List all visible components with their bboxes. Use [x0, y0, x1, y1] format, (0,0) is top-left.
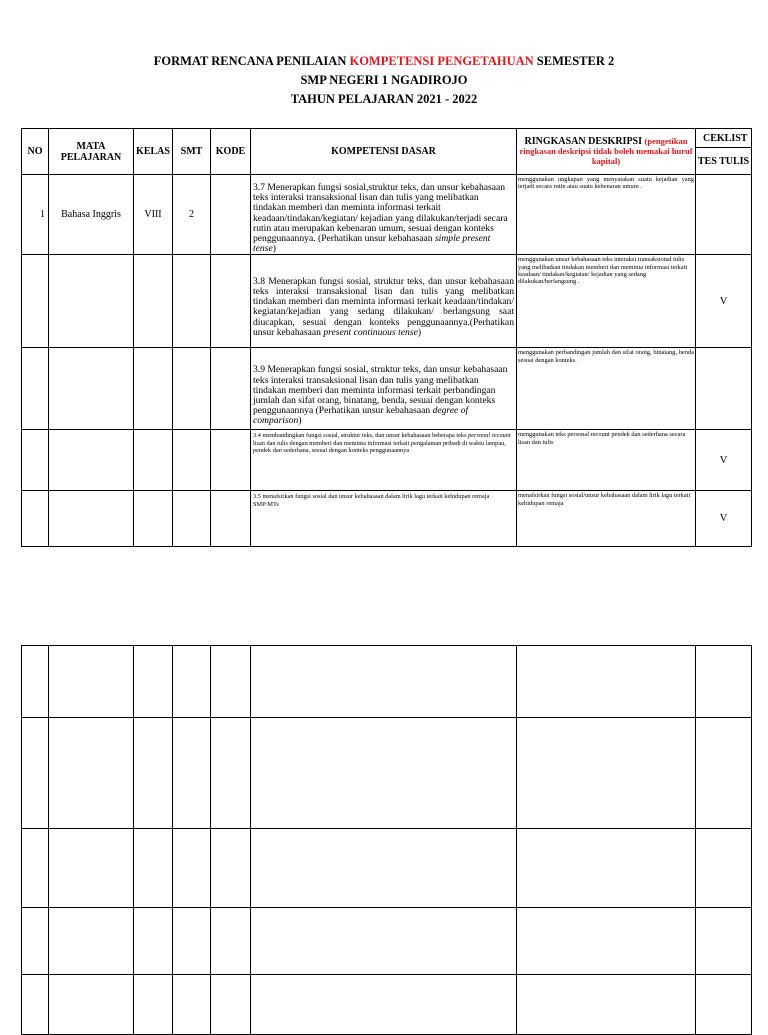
row-ringkasan: menggunakan teks personal recount pendek dan sederhana secara lisan dan tulis	[517, 430, 696, 491]
row-kompetensi-dasar	[251, 491, 517, 547]
kd-tail: lisan dan tulis dengan memberi dan meminta informasi terkait pengalaman pribadi di waktu lampau, pendek dan sederhana, sesuai dengan konteks penggunaannya	[253, 439, 506, 455]
header-tes-tulis: TES TULIS	[696, 148, 752, 175]
row-check: V	[696, 255, 752, 348]
kd-italic: degree of comparison	[253, 405, 469, 427]
row-smt	[173, 430, 211, 491]
blank-cell	[696, 908, 752, 975]
row-mapel	[49, 255, 134, 348]
blank-cell	[173, 908, 211, 975]
title-line-1	[0, 52, 768, 71]
blank-cell	[517, 975, 696, 1035]
blank-cell	[211, 718, 251, 829]
kd-text: 3.9 Menerapkan fungsi sosial, struktur teks, dan unsur kebahasaan teks interaksi transaksional lisan dan tulis yang melibatkan tindakan memberi dan meminta informasi terkait perbandingan jumlah dan sifat orang, binatang, benda, sesuai dengan konteks penggunaannya (Perhatikan unsur kebahasaan	[253, 364, 508, 417]
row-no	[22, 348, 49, 430]
blank-cell	[173, 975, 211, 1035]
table-row	[22, 255, 752, 348]
row-no	[22, 491, 49, 547]
row-kelas	[134, 348, 173, 430]
row-check: V	[696, 430, 752, 491]
blank-cell	[211, 975, 251, 1035]
document-title	[0, 52, 768, 109]
kd-italic: personal recount	[468, 432, 511, 440]
row-kode	[211, 348, 251, 430]
blank-cell	[251, 646, 517, 718]
blank-cell	[173, 718, 211, 829]
kd-tail: )	[298, 415, 302, 427]
row-kode	[211, 430, 251, 491]
blank-cell	[49, 718, 134, 829]
blank-cell	[49, 829, 134, 908]
row-ringkasan: menggunakan ungkapan yang menyatakan suatu kejadian yang terjadi secara rutin atau suatu kebenaran umum .	[517, 175, 696, 255]
blank-cell	[22, 829, 49, 908]
blank-cell	[134, 718, 173, 829]
row-kelas	[134, 491, 173, 547]
row-mapel	[49, 348, 134, 430]
kd-text: 3.4 membandingkan fungsi sosial, struktur teks, dan unsur kebahasaan beberapa teks	[253, 432, 469, 440]
row-ringkasan: menafsirkan fungsi sosial/unsur kebahasaan dalam lirik lagu terkait kehidupan remaja	[517, 491, 696, 547]
blank-cell	[251, 975, 517, 1035]
header-ceklist: CEKLIST	[696, 129, 752, 148]
blank-row	[22, 718, 752, 829]
row-no: 1	[22, 175, 49, 255]
row-mapel: Bahasa Inggris	[49, 175, 134, 255]
row-smt: 2	[173, 175, 211, 255]
title-line-2: SMP NEGERI 1 NGADIROJO	[300, 73, 468, 87]
title-line-3: TAHUN PELAJARAN 2021 - 2022	[290, 92, 478, 106]
kd-tail: )	[417, 326, 422, 338]
header-ringkasan-label: RINGKASAN DESKRIPSI	[524, 135, 643, 147]
header-smt: SMT	[173, 129, 211, 175]
blank-cell	[22, 718, 49, 829]
kd-tail: )	[272, 243, 276, 255]
blank-cell	[211, 646, 251, 718]
row-smt	[173, 255, 211, 348]
blank-row	[22, 908, 752, 975]
blank-cell	[134, 829, 173, 908]
kd-text: 3.8 Menerapkan fungsi sosial, struktur teks, dan unsur kebahasaan teks interaksi transaksional lisan dan tulis yang melibatkan tindakan memberi dan meminta informasi terkait keadaan/tindakan/ kegiatan/kejadian yang sedang dilakukan/ berlangsung saat diucapkan, sesuai dengan konteks penggunaannya.(Perhatikan unsur kebahasaan	[253, 275, 514, 338]
table-row	[22, 430, 752, 491]
row-kompetensi-dasar	[251, 255, 517, 348]
table-row	[22, 491, 752, 547]
kd-text: 3.7 Menerapkan fungsi sosial,struktur teks, dan unsur kebahasaan teks interaksi transaksional lisan dan tulis yang melibatkan tindakan memberi dan meminta informasi terkait keadaan/tindakan/kegiatan/ kejadian yang dilakukan/terjadi secara rutin atau merupakan kebenaran umum, sesuai dengan konteks penggunaannya. (Perhatikan unsur kebahasaan	[253, 182, 508, 245]
table-row	[22, 175, 752, 255]
header-kompetensi-dasar: KOMPETENSI DASAR	[251, 129, 517, 175]
row-ringkasan: menggunakan perbandingan jumlah dan sifat orang, binatang, benda sesuai dengan konteks.	[517, 348, 696, 430]
row-kompetensi-dasar	[251, 348, 517, 430]
row-no	[22, 430, 49, 491]
assessment-plan-table	[21, 128, 752, 547]
blank-cell	[49, 646, 134, 718]
blank-cell	[696, 829, 752, 908]
row-kode	[211, 491, 251, 547]
row-ringkasan: menggunakan unsur kebahasaan teks interaksi transaksional tulis yang melibatkan tindakan memberi dan meminta informasi terkait keadaan/ tindakan/kegiatan/ kejadian yang sedang dilakukan/berlangsung .	[517, 255, 696, 348]
header-kelas: KELAS	[134, 129, 173, 175]
row-kelas	[134, 430, 173, 491]
row-check	[696, 175, 752, 255]
row-check	[696, 348, 752, 430]
kd-text: 3.5 menafsirkan fungsi sosial dan unsur kebahasaan dalam lirik lagu terkait kehidupan remaja SMP/MTs	[253, 493, 490, 508]
blank-row	[22, 646, 752, 718]
blank-cell	[49, 975, 134, 1035]
table-row	[22, 348, 752, 430]
row-smt	[173, 348, 211, 430]
blank-cell	[173, 646, 211, 718]
blank-cell	[696, 718, 752, 829]
blank-row	[22, 975, 752, 1035]
title-prefix: FORMAT RENCANA PENILAIAN	[153, 54, 350, 68]
blank-cell	[517, 718, 696, 829]
title-suffix: SEMESTER 2	[533, 54, 615, 68]
header-ringkasan	[517, 129, 696, 175]
blank-cell	[211, 908, 251, 975]
blank-cell	[22, 646, 49, 718]
row-kode	[211, 175, 251, 255]
title-highlight: KOMPETENSI PENGETAHUAN	[349, 54, 534, 68]
row-no	[22, 255, 49, 348]
blank-cell	[517, 829, 696, 908]
blank-cell	[517, 646, 696, 718]
blank-cell	[134, 908, 173, 975]
header-ringkasan-note: (pengetikan ringkasan deskripsi tidak boleh memakai huruf kapital)	[519, 135, 693, 166]
blank-cell	[134, 975, 173, 1035]
row-kompetensi-dasar	[251, 430, 517, 491]
row-check: V	[696, 491, 752, 547]
blank-grid-table	[21, 645, 752, 1035]
row-mapel	[49, 430, 134, 491]
header-no: NO	[22, 129, 49, 175]
row-kelas	[134, 255, 173, 348]
blank-cell	[696, 646, 752, 718]
row-kompetensi-dasar	[251, 175, 517, 255]
row-kode	[211, 255, 251, 348]
kd-italic: simple present tense	[253, 233, 491, 255]
blank-cell	[134, 646, 173, 718]
header-mata-pelajaran: MATA PELAJARAN	[49, 129, 134, 175]
blank-cell	[173, 829, 211, 908]
blank-cell	[251, 908, 517, 975]
blank-cell	[22, 975, 49, 1035]
blank-cell	[251, 829, 517, 908]
blank-row	[22, 829, 752, 908]
header-kode: KODE	[211, 129, 251, 175]
kd-italic: present continuous tense	[323, 326, 418, 338]
row-smt	[173, 491, 211, 547]
blank-cell	[211, 829, 251, 908]
blank-cell	[517, 908, 696, 975]
blank-cell	[251, 718, 517, 829]
row-mapel	[49, 491, 134, 547]
blank-cell	[22, 908, 49, 975]
row-kelas: VIII	[134, 175, 173, 255]
blank-cell	[696, 975, 752, 1035]
blank-cell	[49, 908, 134, 975]
